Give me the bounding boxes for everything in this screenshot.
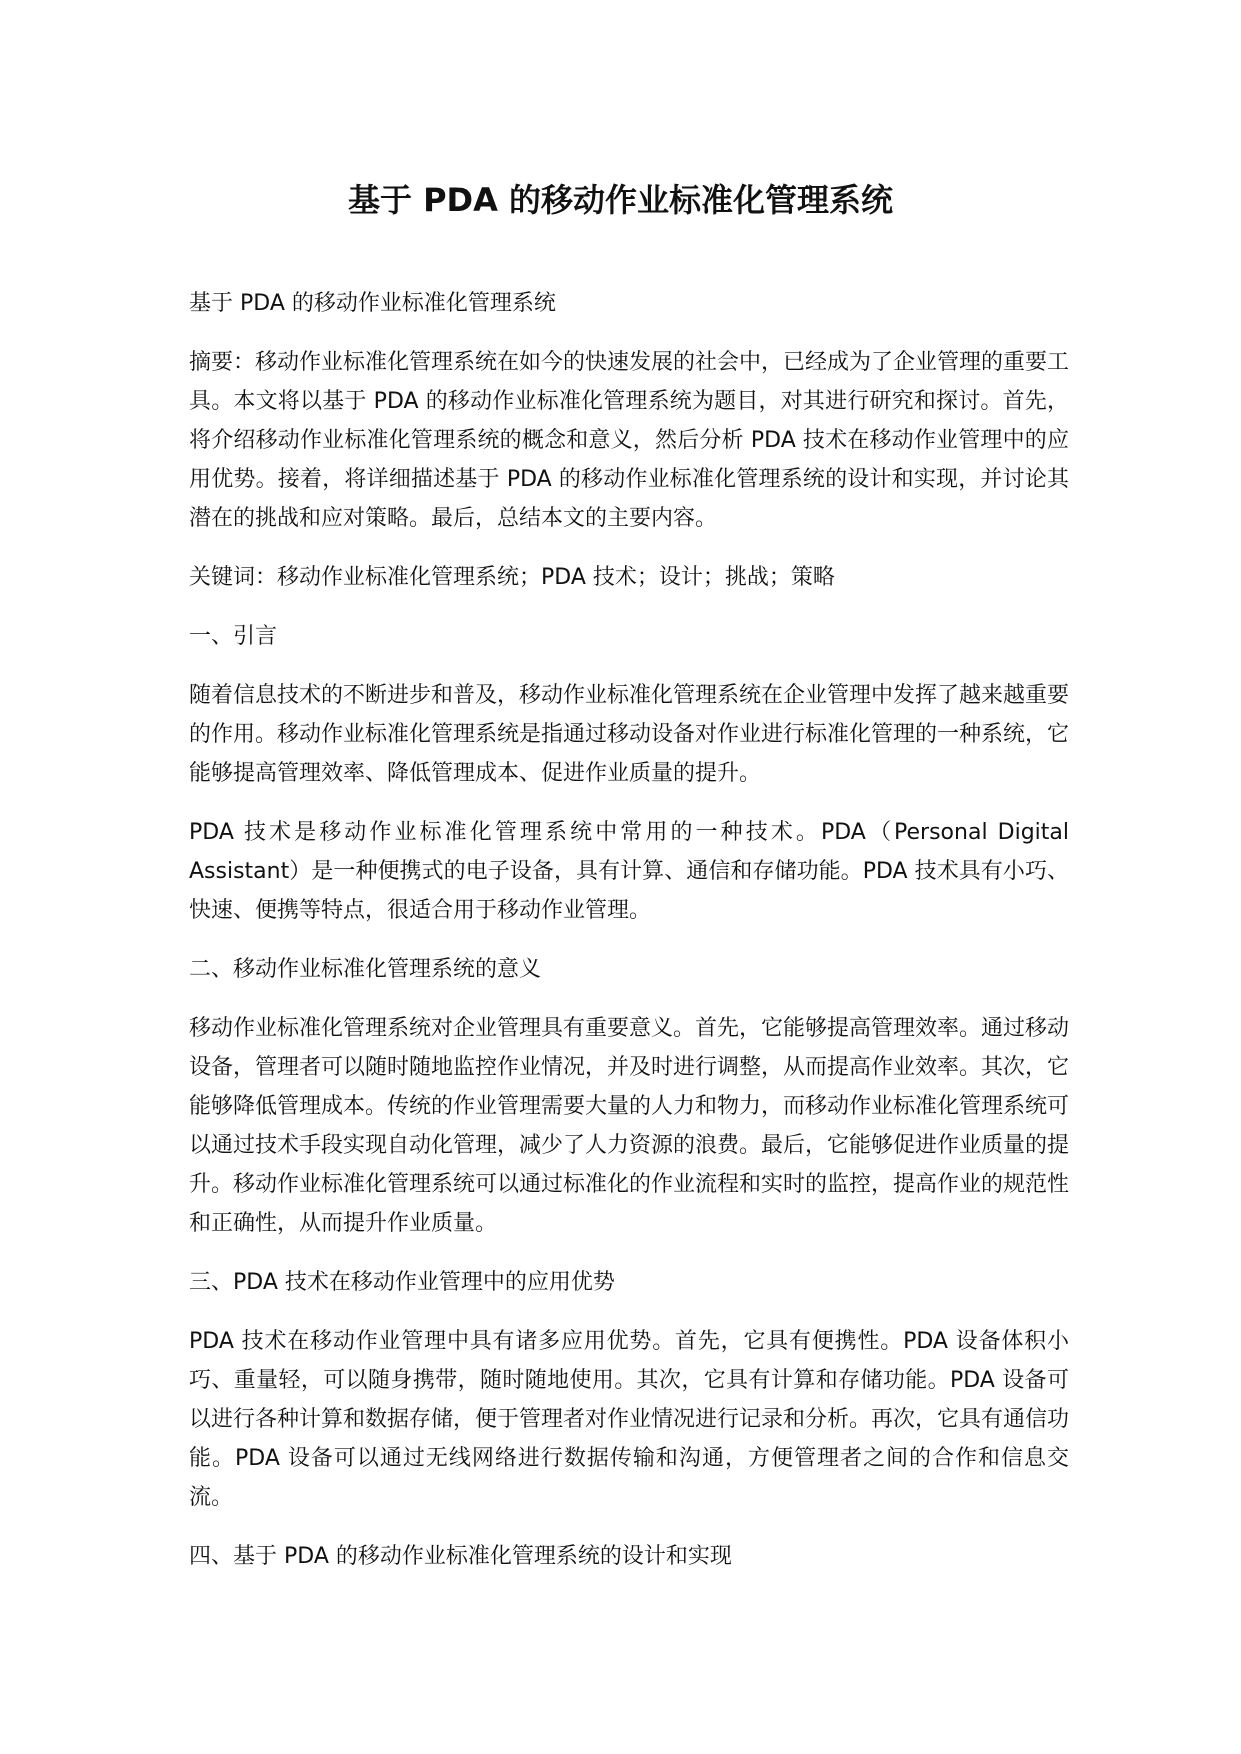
keywords-paragraph: 关键词：移动作业标准化管理系统；PDA 技术；设计；挑战；策略 <box>189 565 835 590</box>
body-paragraph: PDA 技术是移动作业标准化管理系统中常用的一种技术。PDA（Personal Digital Assistant）是一种便携式的电子设备，具有计算、通信和存储功能。PDA 技术具有小巧、快速、便携等特点，很适合用于移动作业管理。 <box>189 820 1069 923</box>
body-paragraph: 随着信息技术的不断进步和普及，移动作业标准化管理系统在企业管理中发挥了越来越重要的作用。移动作业标准化管理系统是指通过移动设备对作业进行标准化管理的一种系统，它能够提高管理效率、降低管理成本、促进作业质量的提升。 <box>189 683 1070 786</box>
section-heading-design: 四、基于 PDA 的移动作业标准化管理系统的设计和实现 <box>189 1544 732 1569</box>
section-heading-significance: 二、移动作业标准化管理系统的意义 <box>189 957 542 982</box>
body-paragraph: PDA 技术在移动作业管理中具有诸多应用优势。首先，它具有便携性。PDA 设备体积小巧、重量轻，可以随身携带，随时随地使用。其次，它具有计算和存储功能。PDA 设备可以进行各种计算和数据存储，便于管理者对作业情况进行记录和分析。再次，它具有通信功能。PDA 设备可以通过无线网络进行数据传输和沟通，方便管理者之间的合作和信息交流。 <box>189 1329 1070 1510</box>
document-title: 基于 PDA 的移动作业标准化管理系统 <box>347 181 894 219</box>
section-heading-introduction: 一、引言 <box>189 624 278 649</box>
subtitle-paragraph: 基于 PDA 的移动作业标准化管理系统 <box>189 291 556 316</box>
document-body <box>189 284 1069 1596</box>
abstract-paragraph: 摘要：移动作业标准化管理系统在如今的快速发展的社会中，已经成为了企业管理的重要工具。本文将以基于 PDA 的移动作业标准化管理系统为题目，对其进行研究和探讨。首先，将介绍移动作业标准化管理系统的概念和意义，然后分析 PDA 技术在移动作业管理中的应用优势。接着，将详细描述基于 PDA 的移动作业标准化管理系统的设计和实现，并讨论其潜在的挑战和应对策略。最后，总结本文的主要内容。 <box>189 350 1070 531</box>
body-paragraph: 移动作业标准化管理系统对企业管理具有重要意义。首先，它能够提高管理效率。通过移动设备，管理者可以随时随地监控作业情况，并及时进行调整，从而提高作业效率。其次，它能够降低管理成本。传统的作业管理需要大量的人力和物力，而移动作业标准化管理系统可以通过技术手段实现自动化管理，减少了人力资源的浪费。最后，它能够促进作业质量的提升。移动作业标准化管理系统可以通过标准化的作业流程和实时的监控，提高作业的规范性和正确性，从而提升作业质量。 <box>189 1016 1070 1236</box>
section-heading-pda-advantages: 三、PDA 技术在移动作业管理中的应用优势 <box>189 1270 615 1295</box>
